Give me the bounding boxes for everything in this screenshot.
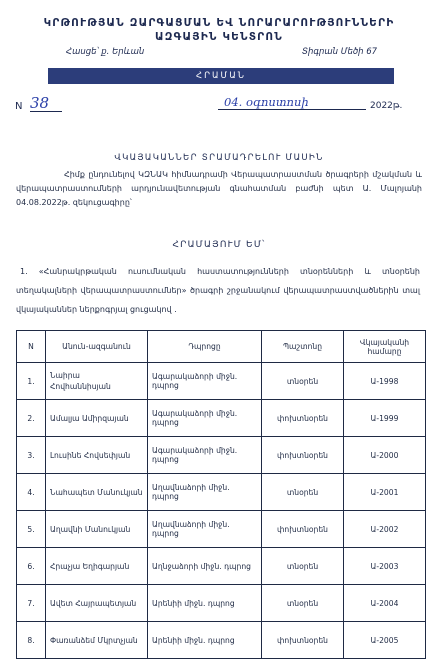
cell-school: Աղավնաձորի միջն. դպրոց [148,511,262,548]
cell-number: 8. [17,622,46,659]
cell-position: փոխտնօրեն [262,437,344,474]
cell-school: Ագարակաձորի միջն. դպրոց [148,363,262,400]
cell-name: Լուսինե Հովսեփյան [46,437,148,474]
institution-name-line2: ԱԶԳԱՅԻՆ ԿԵՆՏՐՈՆ [155,31,283,43]
cell-number: 3. [17,437,46,474]
preamble-paragraph: Հիմք ընդունելով ԿԶՆԱԿ հիմնադրամի Վերապատրաստման ծրագրերի մշակման և վերապատրաստումների արդյունավետության գնահատման բաժնի պետ Ա. Մալոյանի 04.08.2022թ. զեկուցագիրը՝ [16,170,422,207]
table-row [17,363,426,400]
cell-position: տնօրեն [262,548,344,585]
col-header-number: N [17,331,46,363]
cell-name: Հրաչյա Եղիգարյան [46,548,148,585]
cell-certificate: Ա-1999 [344,400,426,437]
order-number-label: N [15,101,23,112]
cell-name: Նահապետ Մանուկյան [46,474,148,511]
table-header-row [17,331,426,363]
cell-certificate: Ա-2005 [344,622,426,659]
cell-school: Աղնջաձորի միջն. դպրոց [148,548,262,585]
table-row [17,437,426,474]
col-header-certificate: Վկայականի համարը [344,331,426,363]
document-heading: ՎԿԱՅԱԿԱՆՆԵՐ ՏՐԱՄԱԴՐԵԼՈՒ ՄԱՍԻՆ [114,153,324,163]
cell-school: Արենիի միջն. դպրոց [148,622,262,659]
cell-number: 6. [17,548,46,585]
cell-name: Փառանձեմ Մկրտչյան [46,622,148,659]
order-banner: ՀՐԱՄԱՆ [48,68,394,84]
cell-school: Աղավնաձորի միջն. դպրոց [148,474,262,511]
cell-name: Ավետ Հայրապետյան [46,585,148,622]
col-header-school: Դպրոցը [148,331,262,363]
cell-school: Արենիի միջն. դպրոց [148,585,262,622]
cell-name: Ամալյա Ամիրզայան [46,400,148,437]
institution-name-line1: ԿՐԹՈՒԹՅԱՆ ԶԱՐԳԱՑՄԱՆ ԵՎ ՆՈՐԱՐԱՐՈՒԹՅՈՒՆՆԵՐԻ [43,17,395,29]
cell-name: Աղավնի Մանուկյան [46,511,148,548]
order-date-handwritten: 04. օգոստոսի [218,94,366,110]
table-row [17,400,426,437]
order-date-year: 2022թ. [370,101,403,111]
table-row [17,622,426,659]
cell-number: 4. [17,474,46,511]
table-row [17,511,426,548]
cell-name: Նաիրա Հովհաննիսյան [46,363,148,400]
cell-certificate: Ա-2001 [344,474,426,511]
cell-certificate: Ա-2003 [344,548,426,585]
cell-number: 5. [17,511,46,548]
cell-certificate: Ա-2002 [344,511,426,548]
cell-position: փոխտնօրեն [262,622,344,659]
cell-school: Ագարակաձորի միջն. դպրոց [148,437,262,474]
col-header-name: Անուն-ազգանուն [46,331,148,363]
cell-position: փոխտնօրեն [262,400,344,437]
order-clause-1: 1. «Հանրակրթական ուսումնական հաստատությունների տնօրենների և տնօրենի տեղակալների վերապատրաստումներ» ծրագրի շրջանակում վերապատրաստվածներին տալ վկայականներ ներքոգրյալ ցուցակով . [16,267,420,314]
cell-position: փոխտնօրեն [262,511,344,548]
table-row [17,585,426,622]
cell-school: Ագարակաձորի միջն. դպրոց [148,400,262,437]
order-heading: ՀՐԱՄԱՅՈՒՄ ԵՄ՝ [172,240,266,250]
cell-certificate: Ա-1998 [344,363,426,400]
cell-position: տնօրեն [262,474,344,511]
cell-certificate: Ա-2000 [344,437,426,474]
address-street: Տիգրան Մեծի 67 [302,47,378,57]
table-row [17,474,426,511]
cell-position: տնօրեն [262,585,344,622]
order-number: 38 [30,95,62,112]
cell-number: 1. [17,363,46,400]
table-row [17,548,426,585]
cell-position: տնօրեն [262,363,344,400]
col-header-position: Պաշտոնը [262,331,344,363]
cell-number: 7. [17,585,46,622]
cell-number: 2. [17,400,46,437]
address-city: Հասցե՝ ք. Երևան [66,47,145,57]
certificate-table [16,330,426,659]
cell-certificate: Ա-2004 [344,585,426,622]
